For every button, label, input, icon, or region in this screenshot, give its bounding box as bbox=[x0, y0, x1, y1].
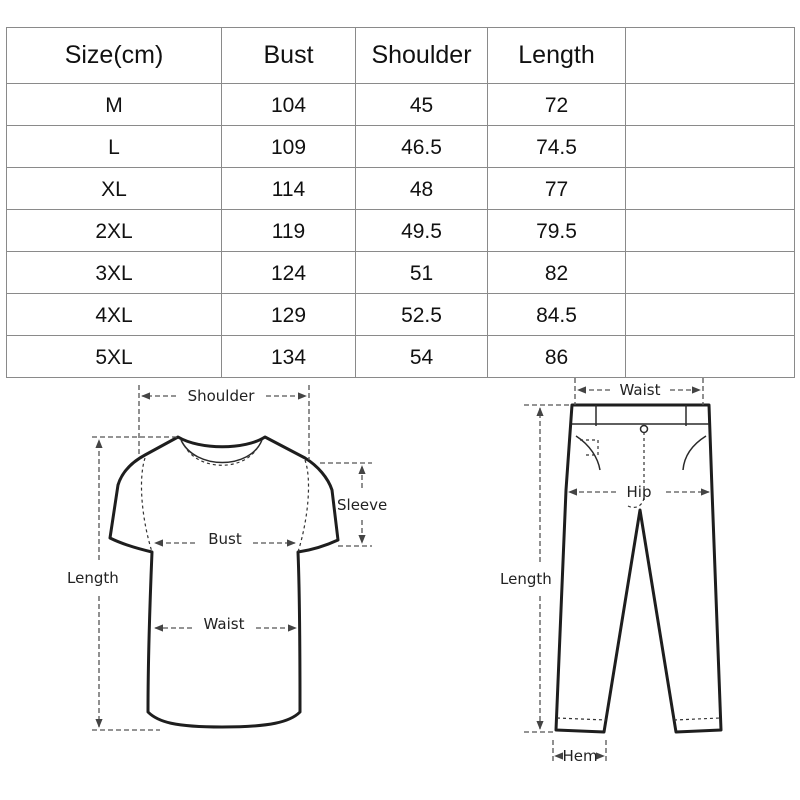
header-bust: Bust bbox=[222, 28, 356, 84]
cell-size: 2XL bbox=[7, 210, 222, 252]
table-row bbox=[7, 168, 795, 210]
hip-label: Hip bbox=[626, 483, 652, 501]
cell-shoulder: 46.5 bbox=[356, 126, 488, 168]
table-row bbox=[7, 294, 795, 336]
cell-length: 82 bbox=[488, 252, 626, 294]
cell-empty bbox=[626, 210, 795, 252]
header-length: Length bbox=[488, 28, 626, 84]
cell-size: 3XL bbox=[7, 252, 222, 294]
cell-length: 84.5 bbox=[488, 294, 626, 336]
sleeve-label: Sleeve bbox=[337, 496, 388, 514]
cell-size: XL bbox=[7, 168, 222, 210]
cell-bust: 124 bbox=[222, 252, 356, 294]
tshirt-outline bbox=[110, 437, 338, 727]
bust-label: Bust bbox=[208, 530, 242, 548]
cell-shoulder: 49.5 bbox=[356, 210, 488, 252]
cell-empty bbox=[626, 294, 795, 336]
pants-waist-label: Waist bbox=[619, 381, 661, 399]
pants-diagram bbox=[500, 378, 721, 765]
hem-label: Hem bbox=[562, 747, 598, 765]
cell-size: 5XL bbox=[7, 336, 222, 378]
table-row bbox=[7, 252, 795, 294]
cell-bust: 129 bbox=[222, 294, 356, 336]
table-row bbox=[7, 126, 795, 168]
table-header-row bbox=[7, 28, 795, 84]
cell-length: 86 bbox=[488, 336, 626, 378]
cell-bust: 119 bbox=[222, 210, 356, 252]
header-empty bbox=[626, 28, 795, 84]
cell-size: M bbox=[7, 84, 222, 126]
cell-empty bbox=[626, 84, 795, 126]
cell-empty bbox=[626, 252, 795, 294]
cell-length: 77 bbox=[488, 168, 626, 210]
cell-length: 74.5 bbox=[488, 126, 626, 168]
cell-shoulder: 52.5 bbox=[356, 294, 488, 336]
cell-bust: 104 bbox=[222, 84, 356, 126]
pants-outline bbox=[556, 405, 721, 732]
cell-shoulder: 51 bbox=[356, 252, 488, 294]
table-row bbox=[7, 210, 795, 252]
shoulder-label: Shoulder bbox=[187, 387, 255, 405]
cell-shoulder: 54 bbox=[356, 336, 488, 378]
cell-shoulder: 45 bbox=[356, 84, 488, 126]
tshirt-diagram bbox=[67, 385, 387, 730]
table-row bbox=[7, 84, 795, 126]
cell-shoulder: 48 bbox=[356, 168, 488, 210]
header-size: Size(cm) bbox=[7, 28, 222, 84]
waist-label: Waist bbox=[203, 615, 245, 633]
measurement-diagrams bbox=[0, 360, 800, 800]
cell-bust: 109 bbox=[222, 126, 356, 168]
cell-size: 4XL bbox=[7, 294, 222, 336]
size-chart-table bbox=[6, 27, 795, 378]
cell-length: 72 bbox=[488, 84, 626, 126]
header-shoulder: Shoulder bbox=[356, 28, 488, 84]
cell-empty bbox=[626, 126, 795, 168]
cell-bust: 134 bbox=[222, 336, 356, 378]
length-label: Length bbox=[67, 569, 119, 587]
cell-length: 79.5 bbox=[488, 210, 626, 252]
cell-bust: 114 bbox=[222, 168, 356, 210]
pants-length-label: Length bbox=[500, 570, 552, 588]
cell-empty bbox=[626, 168, 795, 210]
cell-size: L bbox=[7, 126, 222, 168]
